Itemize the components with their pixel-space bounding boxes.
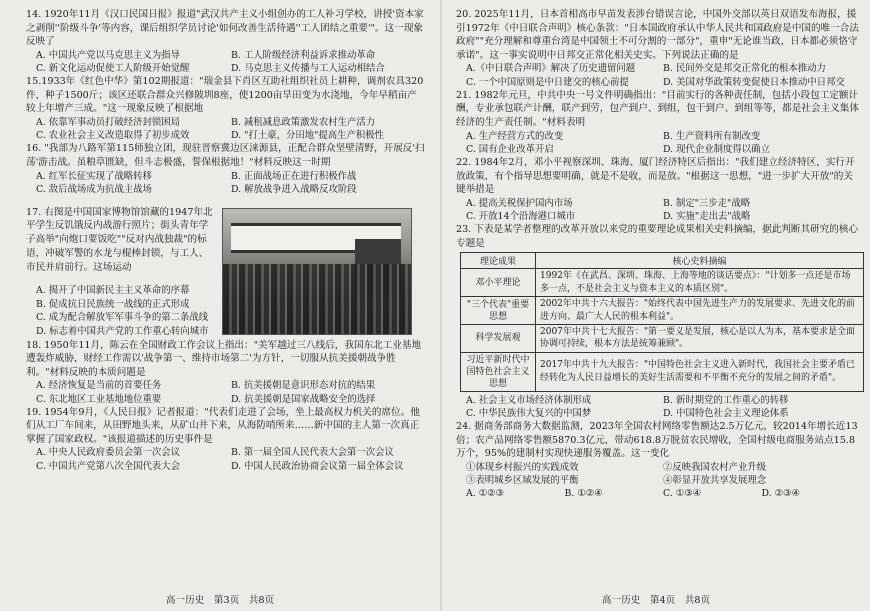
q17-option-c: C. 成为配合解放军军事斗争的第二条战线 — [36, 312, 209, 324]
q20-option-a: A.《中日联合声明》解决了历史遗留问题 — [466, 63, 636, 75]
table-cell-theory: 科学发展观 — [461, 324, 536, 352]
q21-options — [456, 130, 860, 156]
q19-stem: 19. 1954年9月，《人民日报》记者报道："代表们走进了会场，坐上最高权力机关的席位。他们从工厂车间来，从田野地头来，从矿山井下来，从海防哨所来……新中国的主人第一次真正掌握了国家政权。"该报道描述的历史事件是 — [26, 406, 420, 445]
q24-option-d: D. ②③④ — [761, 488, 800, 500]
q19-options — [26, 446, 426, 472]
q17-stem: 17. 右图是中国国家博物馆馆藏的1947年北平学生反饥饿反内战游行照片；街头青年学子高举"向炮口要饭吃""反对内战独裁"的标语，冲破军警的水龙与棍棒封锁，与工人、市民并肩前行。这场运动 — [26, 206, 213, 273]
table-cell-excerpt: 2002年中共十六大报告："始终代表中国先进生产力的发展要求、先进文化的前进方向、最广大人民的根本利益"。 — [536, 297, 864, 325]
crowd-image — [223, 264, 411, 334]
q17-block — [26, 206, 426, 339]
q16-option-b: B. 正面战场正在进行积极作战 — [231, 170, 357, 182]
q20-option-c: C. 一个中国原则是中日建交的核心前提 — [466, 76, 629, 88]
q20-options — [456, 62, 860, 88]
q22-options — [456, 197, 860, 223]
q17-option-b: B. 促成抗日民族统一战线的正式形成 — [36, 298, 190, 310]
q24-option-b: B. ①②④ — [564, 488, 603, 500]
q15-option-b: B. 减租减息政策激发农村生产活力 — [231, 116, 376, 128]
page-footer-right: 高一历史 第4页 共8页 — [601, 595, 711, 606]
table-cell-excerpt: 2017年中共十九大报告："中国特色社会主义进入新时代，我国社会主要矛盾已经转化为人民日益增长的美好生活需要和不平衡不充分的发展之间的矛盾"。 — [536, 352, 864, 391]
q24-options — [456, 487, 860, 500]
q21-option-a: A. 生产经营方式的改变 — [466, 130, 564, 142]
q16-option-d: D. 解放战争进入战略反攻阶段 — [231, 183, 357, 195]
right-page — [442, 0, 870, 611]
q16-stem: 16. "我部为八路军第115师独立团，现驻晋察冀边区涞源县，正配合群众坚壁清野，开展反'扫荡'游击战。虽粮草匮缺，但斗志极盛，誓保根据地！"材料反映这一时期 — [26, 143, 425, 168]
q15-stem: 15.1933年《红色中华》第102期报道："瑞金县下肖区互助社组织社员上耕种，调剂农具320件，种子1500斤；该区还联合群众兴修陂圳8座，使1200亩旱田变为水浇地，今年早稻亩产较上年增产三成。"这一现象反映了根据地 — [26, 76, 424, 115]
q19-option-c: C. 中国共产党第八次全国代表大会 — [36, 460, 181, 472]
table-row — [461, 269, 864, 297]
q24-statements — [456, 461, 860, 487]
q20-stem: 20. 2025年11月，日本首相高市早苗发表涉台错误言论，中国外交部以英日双语发布海报，援引1972年《中日联合声明》核心条款："日本国政府承认中华人民共和国政府是中国的唯一合法政府""充分理解和尊重台湾是中国领土不可分割的一部分"，重申"无论谁当政，日本都必须恪守承诺"。这一事实说明中日邦交正常化相关史实。下列说法正确的是 — [456, 9, 859, 61]
q18-stem: 18. 1950年11月，陈云在全国财政工作会议上指出："美军越过三八线后，我国东北工业基地遭轰炸威胁，财经工作需以'战争第一、维持市场第二'为方针，一切服从抗美援朝战争胜利。"材料反映的本质问题是 — [26, 339, 422, 378]
q14-stem: 14. 1920年11月《汉口民国日报》报道"武汉共产主义小组创办的工人补习学校，讲授'资本家之剥削''阶级斗争'等内容，课后组织学员讨论'如何改善生活待遇''工人团结之重要'"。这一现象反映了 — [26, 9, 424, 48]
q17-option-a: A. 揭开了中国新民主主义革命的序幕 — [36, 285, 190, 297]
q22-stem: 22. 1984年2月，邓小平视察深圳、珠海、厦门经济特区后指出："我们建立经济特区，实行开放政策，有个指导思想要明确，就是不是收，而是放。"根据这一思想，"进一步扩大开放"的关键举措是 — [456, 156, 855, 196]
q23-option-b: B. 新时期党的工作重心的转移 — [663, 394, 789, 406]
q23-option-d: D. 中国特色社会主义理论体系 — [663, 407, 789, 419]
theory-table — [460, 252, 864, 391]
protest-photo — [222, 208, 412, 335]
q14-option-d: D. 马克思主义传播与工人运动相结合 — [231, 62, 385, 74]
q19-option-d: D. 中国人民政治协商会议第一届全体会议 — [231, 460, 404, 472]
q22-option-c: C. 开放14个沿海港口城市 — [466, 210, 576, 222]
q20-option-d: D. 美国对华政策转变促使日本推动中日邦交 — [663, 76, 845, 88]
q24-statement-1: ①体现乡村振兴的实践成效 — [466, 461, 579, 473]
q24-statement-3: ③表明城乡区域发展的平衡 — [466, 475, 579, 487]
q24-stem: 24. 据商务部商务大数据监测，2023年全国农村网络零售额达2.5万亿元，较2014年增长近13倍；农产品网络零售额5870.3亿元，带动618.8万脱贫农民增收，全国村级电商服务站点15.8万个，95%的建制村实现快递服务覆盖。这一变化 — [456, 421, 858, 460]
q14-option-b: B. 工人阶级经济利益诉求推动革命 — [231, 49, 376, 61]
q21-option-c: C. 国有企业改革开启 — [466, 143, 554, 155]
page-footer-left: 高一历史 第3页 共8页 — [165, 595, 275, 606]
q18-options — [26, 379, 426, 405]
q15-option-a: A. 依靠军事动员打破经济封锁困局 — [36, 116, 180, 128]
table-cell-theory: 邓小平理论 — [461, 269, 536, 297]
table-row — [461, 297, 864, 325]
q24-option-c: C. ①③④ — [663, 488, 702, 500]
q16-option-c: C. 敌后战场成为抗战主战场 — [36, 183, 152, 195]
table-cell-excerpt: 2007年中共十七大报告："第一要义是发展，核心是以人为本，基本要求是全面协调可持续，根本方法是统筹兼顾"。 — [536, 324, 864, 352]
table-header-cell: 理论成果 — [461, 253, 536, 269]
q23-option-a: A. 社会主义市场经济体制形成 — [466, 394, 592, 406]
q22-option-d: D. 实施"走出去"战略 — [663, 210, 751, 222]
q23-option-c: C. 中华民族伟大复兴的中国梦 — [466, 407, 592, 419]
q17-option-d: D. 标志着中国共产党的工作重心转向城市 — [36, 325, 209, 337]
q14-option-a: A. 中国共产党以马克思主义为指导 — [36, 49, 180, 61]
q24-statement-4: ④彰显开放共享发展理念 — [663, 475, 767, 487]
table-row — [461, 352, 864, 391]
q21-option-b: B. 生产资料所有制改变 — [663, 130, 761, 142]
q15-option-c: C. 农业社会主义改造取得了初步成效 — [36, 130, 190, 142]
q15-option-d: D. "打土豪，分田地"提高生产积极性 — [231, 130, 385, 142]
q21-stem: 21. 1982年元旦，中共中央一号文件明确指出："目前实行的各种责任制，包括小段包工定额计酬，专业承包联产计酬，联产到劳，包产到户、到组，包干到户、到组等等，都是社会主义集体经济的生产责任制。"材料表明 — [456, 89, 859, 128]
table-header-cell: 核心史料摘编 — [536, 253, 864, 269]
q19-option-a: A. 中央人民政府委员会第一次会议 — [36, 447, 180, 459]
q18-option-b: B. 抗美援朝是意识形态对抗的结果 — [231, 380, 376, 392]
q23-stem: 23. 下表是某学者整理的改革开放以来党的重要理论成果相关史料摘编，据此判断其研究的核心专题是 — [456, 224, 859, 249]
q18-option-d: D. 抗美援朝是国家战略安全的选择 — [231, 393, 376, 405]
q24-statement-2: ②反映我国农村产业升级 — [663, 461, 767, 473]
q14-options — [26, 49, 426, 75]
table-cell-theory: 习近平新时代中国特色社会主义思想 — [461, 352, 536, 391]
q24-option-a: A. ①②③ — [466, 488, 504, 500]
q22-option-b: B. 制定"三步走"战略 — [663, 197, 751, 209]
q19-option-b: B. 第一届全国人民代表大会第一次会议 — [231, 447, 394, 459]
table-row — [461, 324, 864, 352]
q21-option-d: D. 现代企业制度得以确立 — [663, 143, 770, 155]
q20-option-b: B. 民间外交是邦交正常化的根本推动力 — [663, 63, 826, 75]
table-header-row — [461, 253, 864, 269]
q18-option-a: A. 经济恢复是当前的首要任务 — [36, 380, 162, 392]
q14-option-c: C. 新文化运动促使工人阶级开始觉醒 — [36, 62, 190, 74]
table-cell-theory: "三个代表"重要思想 — [461, 297, 536, 325]
q16-options — [26, 170, 426, 196]
q18-option-c: C. 东北地区工业基地地位重要 — [36, 393, 162, 405]
q23-options — [456, 394, 860, 420]
q16-option-a: A. 红军长征实现了战略转移 — [36, 170, 152, 182]
table-cell-excerpt: 1992年《在武昌、深圳、珠海、上海等地的谈话要点》："计划多一点还是市场多一点，不是社会主义与资本主义的本质区别"。 — [536, 269, 864, 297]
q15-options — [26, 116, 426, 142]
q22-option-a: A. 提高关税保护国内市场 — [466, 197, 573, 209]
